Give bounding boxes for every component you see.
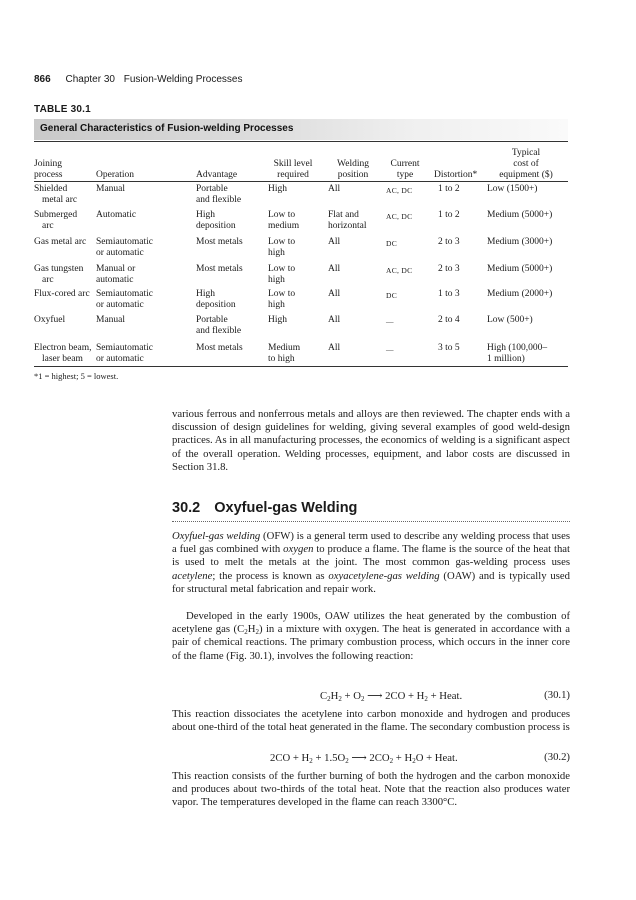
table-top-rule (34, 141, 568, 142)
table-cell-cost: Medium (3000+) (487, 237, 553, 247)
table-cell-advantage: Most metals (196, 237, 243, 247)
table-cell-skill: High (268, 315, 287, 325)
table-cell-advantage: Portable and flexible (196, 315, 242, 336)
table-cell-skill: Low to high (268, 289, 296, 310)
equation-30-2-expression: $2CO + H_2 + 1.5O_2$ ⟶ $2CO_2 + H_2O$ + Heat. (270, 752, 458, 765)
table-cell-process: Gas metal arc (34, 237, 87, 247)
header-current: Current type (390, 159, 420, 180)
table-cell-process: Gas tungsten arc (34, 264, 84, 285)
table-bottom-rule (34, 366, 568, 367)
table-cell-skill: High (268, 184, 287, 194)
table-cell-position: All (328, 289, 341, 299)
header-welding-position: Welding position (337, 159, 369, 180)
table-cell-advantage: High deposition (196, 210, 236, 231)
table-cell-operation: Automatic (96, 210, 137, 220)
table-cell-process: Submerged arc (34, 210, 78, 231)
table-cell-skill: Low to medium (268, 210, 300, 231)
table-header-rule (34, 181, 568, 182)
table-cell-position: All (328, 264, 341, 274)
table-cell-current: — (386, 345, 394, 354)
table-cell-position: All (328, 315, 341, 325)
table-cell-skill: Medium to high (268, 343, 301, 364)
table-cell-operation: Semiautomatic or automatic (96, 237, 153, 258)
table-cell-operation: Manual (96, 315, 126, 325)
table-cell-process: Shielded metal arc (34, 184, 78, 205)
table-cell-process: Flux-cored arc (34, 289, 90, 299)
table-cell-operation: Semiautomatic or automatic (96, 289, 153, 310)
paragraph-oaw-development: Developed in the early 1900s, OAW utilizes the heat generated by the combustion of acetylene gas $(C_2H_2)$ in a mixture with oxygen. The heat is generated in accordance with a pair of chemical reactions. The primary combustion process, which occurs in the inner core of the flame (Fig. 30.1), involves the following reaction: (172, 610, 570, 662)
table-cell-current: DC (386, 291, 398, 300)
table-cell-process: Oxyfuel (34, 315, 66, 325)
chapter-title: Fusion-Welding Processes (123, 74, 243, 85)
table-cell-current: DC (386, 239, 398, 248)
table-cell-cost: Medium (2000+) (487, 289, 553, 299)
table-cell-current: — (386, 317, 394, 326)
table-cell-distortion: 2 to 3 (438, 264, 460, 274)
header-skill: Skill level required (273, 159, 313, 180)
header-operation: Operation (96, 170, 134, 180)
header-cost: Typical cost of equipment ($) (499, 148, 553, 180)
header-joining: Joining process (34, 159, 63, 180)
table-cell-distortion: 1 to 3 (438, 289, 460, 299)
page-number: 866 (34, 74, 51, 85)
table-footnote: *1 = highest; 5 = lowest. (34, 371, 119, 381)
table-cell-distortion: 1 to 2 (438, 184, 460, 194)
table-cell-advantage: Portable and flexible (196, 184, 242, 205)
table-cell-operation: Semiautomatic or automatic (96, 343, 153, 364)
equation-30-1-expression: $C_2H_2 + O_2$ ⟶ $2CO + H_2$ + Heat. (320, 690, 463, 703)
equation-30-1-number: (30.1) (544, 689, 570, 701)
table-cell-skill: Low to high (268, 264, 296, 285)
table-cell-current: AC, DC (386, 186, 413, 195)
table-cell-distortion: 2 to 3 (438, 237, 460, 247)
table-cell-advantage: Most metals (196, 264, 243, 274)
equation-30-2-number: (30.2) (544, 751, 570, 763)
table-label: TABLE 30.1 (34, 104, 91, 115)
header-advantage: Advantage (196, 170, 238, 180)
table-cell-position: All (328, 237, 341, 247)
table-cell-current: AC, DC (386, 212, 413, 221)
table-cell-operation: Manual or automatic (96, 264, 136, 285)
paragraph-secondary-reaction: This reaction consists of the further burning of both the hydrogen and the carbon monoxide and produces about two-thirds of the total heat. Note that the reaction also produces water vapor. The temperatures developed in the flame can reach 3300°C. (172, 770, 570, 809)
table-cell-cost: High (100,000– 1 million) (487, 343, 548, 364)
table-title-bar (34, 119, 568, 140)
table-cell-advantage: High deposition (196, 289, 236, 310)
header-distortion: Distortion* (434, 170, 478, 180)
section-title: Oxyfuel-gas Welding (214, 500, 358, 516)
table-cell-cost: Low (1500+) (487, 184, 538, 194)
table-cell-current: AC, DC (386, 266, 413, 275)
table-cell-cost: Low (500+) (487, 315, 533, 325)
intro-paragraph: various ferrous and nonferrous metals and alloys are then reviewed. The chapter ends with a discussion of design guidelines for welding, giving several examples of good weld-design practices. As in all manufacturing processes, the economics of welding is a significant aspect of the overall operation. Welding processes, equipment, and labor costs are discussed in Section 31.8. (172, 408, 570, 473)
section-heading (172, 500, 357, 516)
table-cell-advantage: Most metals (196, 343, 243, 353)
table-cell-operation: Manual (96, 184, 126, 194)
table-cell-position: All (328, 184, 341, 194)
table-cell-position: Flat and horizontal (328, 210, 367, 231)
table-cell-skill: Low to high (268, 237, 296, 258)
running-head (34, 74, 243, 85)
table-cell-cost: Medium (5000+) (487, 210, 553, 220)
table-cell-distortion: 3 to 5 (438, 343, 460, 353)
paragraph-ofw-definition: Oxyfuel-gas welding (OFW) is a general term used to describe any welding process that uses a fuel gas combined with oxygen to produce a flame. The flame is the source of the heat that is used to melt the metals at the joint. The most common gas-welding process uses acetylene; the process is known as oxyacetylene-gas welding (OAW) and is typically used for structural metal fabrication and repair work. (172, 530, 570, 595)
section-rule (172, 521, 570, 522)
table-cell-cost: Medium (5000+) (487, 264, 553, 274)
table-cell-position: All (328, 343, 341, 353)
paragraph-primary-reaction: This reaction dissociates the acetylene into carbon monoxide and hydrogen and produces about one-third of the total heat generated in the flame. The secondary combustion process is (172, 708, 570, 734)
table-cell-distortion: 1 to 2 (438, 210, 460, 220)
table-cell-distortion: 2 to 4 (438, 315, 460, 325)
table-title: General Characteristics of Fusion-welding Processes (40, 123, 294, 134)
section-number: 30.2 (172, 500, 201, 516)
chapter-label: Chapter 30 (65, 74, 115, 85)
table-cell-process: Electron beam, laser beam (34, 343, 92, 364)
